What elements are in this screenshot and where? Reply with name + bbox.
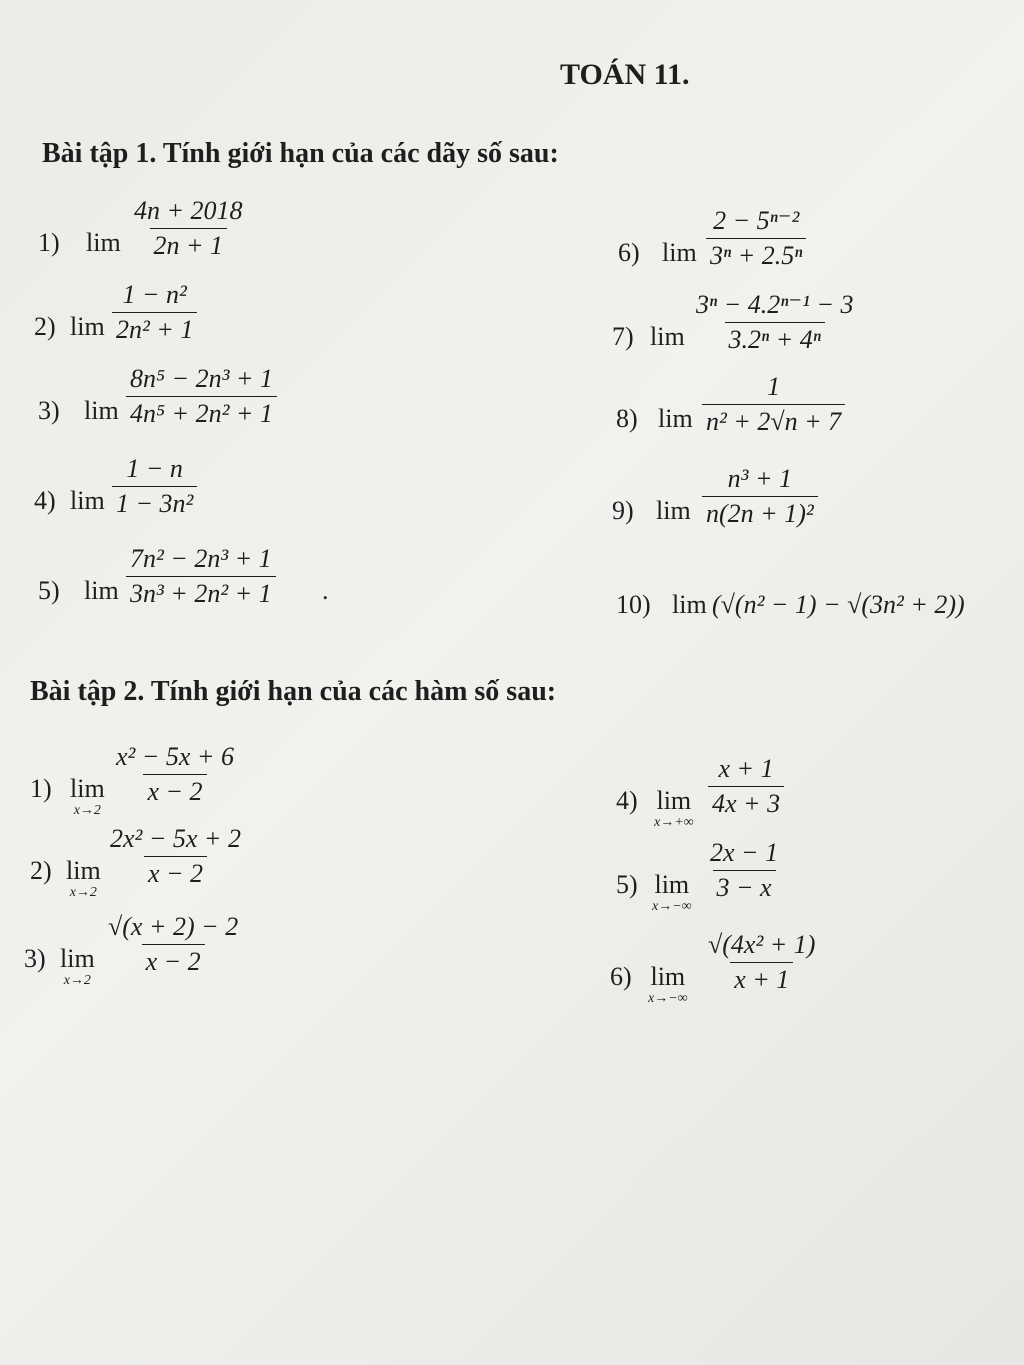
lim-with-subscript [66,858,101,900]
lim-operator: lim [70,312,105,341]
numerator: 2x − 1 [710,838,779,867]
fraction [708,756,784,817]
fraction [112,744,238,805]
item-label: 3) [24,944,46,973]
fraction [112,456,197,517]
denominator: 3ⁿ + 2.5ⁿ [706,238,806,269]
numerator: x² − 5x + 6 [116,742,234,771]
denominator: 2n + 1 [150,228,228,259]
numerator: 2x² − 5x + 2 [110,824,241,853]
item-label: 6) [618,238,640,267]
fraction [706,208,806,269]
lim-with-subscript [70,776,105,818]
lim-operator: lim [656,496,691,525]
item-label: 2) [34,312,56,341]
item-label: 6) [610,962,632,991]
numerator: 1 − n [126,454,183,483]
lim-with-subscript [652,872,692,914]
numerator: 8n⁵ − 2n³ + 1 [130,364,273,393]
numerator: √(4x² + 1) [708,930,816,959]
item-label: 9) [612,496,634,525]
denominator: x − 2 [143,774,206,805]
lim-operator: lim [84,576,119,605]
item-label: 1) [38,228,60,257]
fraction [106,826,245,887]
numerator: n³ + 1 [727,464,792,493]
item-label: 5) [38,576,60,605]
exercise-2-heading: Bài tập 2. Tính giới hạn của các hàm số sau: [30,676,557,707]
item-label: 10) [616,590,651,619]
period: . [322,576,329,605]
numerator: 3ⁿ − 4.2ⁿ⁻¹ − 3 [696,290,854,319]
fraction [130,198,247,259]
lim-subscript: x→−∞ [648,991,688,1006]
fraction [112,282,197,343]
lim-operator: lim [650,322,685,351]
item-label: 5) [616,870,638,899]
denominator: x + 1 [730,962,793,993]
lim-subscript: x→2 [73,803,101,818]
fraction [692,292,858,353]
lim-operator: lim [70,774,105,803]
lim-operator: lim [70,486,105,515]
exercise-1-heading: Bài tập 1. Tính giới hạn của các dãy số sau: [42,138,559,169]
item-label: 7) [612,322,634,351]
item-label: 2) [30,856,52,885]
denominator: 4x + 3 [708,786,784,817]
fraction [702,466,818,527]
page-title: TOÁN 11. [560,58,690,91]
lim-with-subscript [60,946,95,988]
denominator: 4n⁵ + 2n² + 1 [126,396,277,427]
lim-operator: lim [60,944,95,973]
numerator: 4n + 2018 [134,196,243,225]
lim-subscript: x→2 [63,973,91,988]
numerator: 2 − 5ⁿ⁻² [713,206,800,235]
lim-subscript: x→+∞ [654,815,694,830]
denominator: x − 2 [142,944,205,975]
denominator: x − 2 [144,856,207,887]
denominator: 1 − 3n² [112,486,197,517]
fraction [126,366,277,427]
fraction [702,374,845,435]
lim-operator: lim [66,856,101,885]
lim-operator: lim [662,238,697,267]
numerator: 1 − n² [122,280,187,309]
denominator: 2n² + 1 [112,312,197,343]
numerator: 7n² − 2n³ + 1 [130,544,272,573]
denominator: n² + 2√n + 7 [702,404,845,435]
denominator: 3.2ⁿ + 4ⁿ [725,322,825,353]
item-label: 3) [38,396,60,425]
item-label: 1) [30,774,52,803]
fraction [126,546,276,607]
lim-subscript: x→2 [69,885,97,900]
lim-operator: lim [672,590,707,619]
numerator: x + 1 [718,754,774,783]
lim-operator: lim [656,786,692,815]
fraction [104,914,242,975]
lim-operator: lim [658,404,693,433]
fraction [704,932,819,993]
lim-operator: lim [654,870,690,899]
denominator: 3n³ + 2n² + 1 [126,576,276,607]
lim-operator: lim [650,962,686,991]
lim-operator: lim [86,228,121,257]
lim-operator: lim [84,396,119,425]
numerator: √(x + 2) − 2 [108,912,239,941]
denominator: n(2n + 1)² [702,496,818,527]
item-label: 4) [616,786,638,815]
lim-with-subscript [648,964,688,1006]
numerator: 1 [767,372,781,401]
item-label: 8) [616,404,638,433]
fraction [706,840,782,901]
lim-with-subscript [654,788,694,830]
root-difference-expression: (√(n² − 1) − √(3n² + 2)) [712,590,965,619]
item-label: 4) [34,486,56,515]
lim-subscript: x→−∞ [652,899,692,914]
denominator: 3 − x [713,870,776,901]
